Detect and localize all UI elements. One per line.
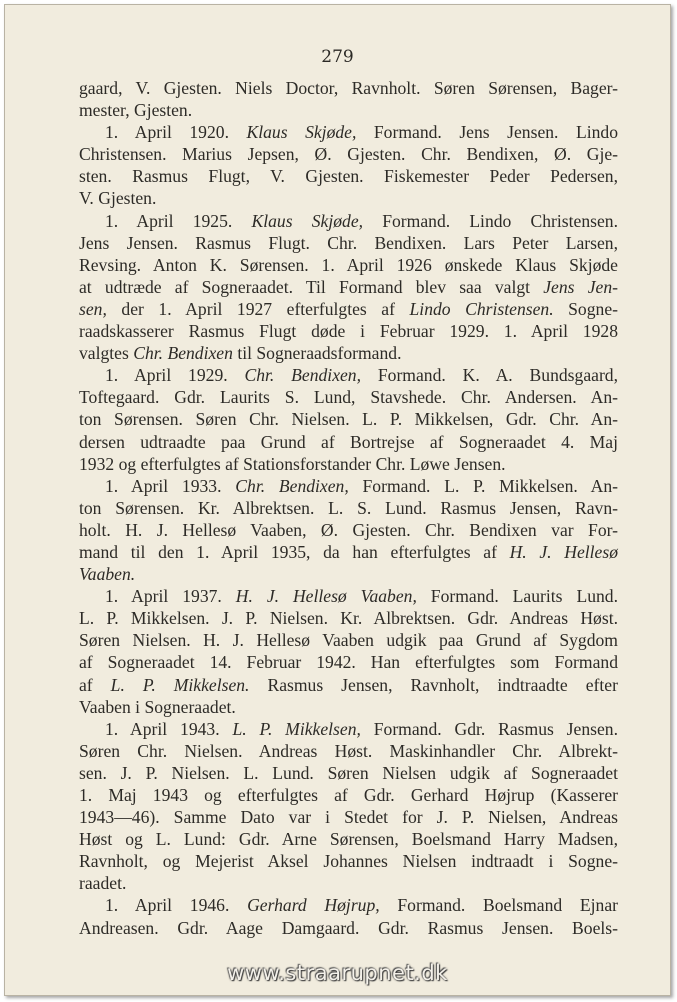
text-run: 1943—46). Samme Dato var i Stedet for J. P. Nielsen, Andreas <box>79 807 618 828</box>
page-body-text <box>79 77 618 939</box>
text-run: Sogne- <box>553 298 618 319</box>
text-run: Høst og L. Lund: Gdr. Arne Sørensen, Boelsmand Harry Madsen, <box>79 829 618 850</box>
text-run: V. Gjesten. <box>79 188 157 209</box>
text-line <box>79 806 618 828</box>
text-line <box>79 298 618 320</box>
text-line <box>79 121 618 143</box>
text-run: 1. April 1929. <box>105 365 245 386</box>
text-run: til Sogneraadsformand. <box>232 343 402 364</box>
text-run: Formand. Jens Jensen. Lindo <box>356 122 618 143</box>
text-line <box>79 872 618 894</box>
text-run: Formand. L. P. Mikkelsen. An- <box>348 475 618 496</box>
text-line <box>79 497 618 519</box>
text-run: af <box>79 674 111 695</box>
text-line <box>79 894 618 916</box>
text-run: Formand. Lindo Christensen. <box>363 210 618 231</box>
text-run: Toftegaard. Gdr. Laurits S. Lund, Stavshede. Chr. Andersen. An- <box>79 387 618 408</box>
text-line <box>79 386 618 408</box>
text-run: 1. April 1933. <box>105 475 236 496</box>
italic-name: Jens Jen- <box>543 276 618 297</box>
italic-name: Klaus Skjøde, <box>251 210 364 231</box>
text-line <box>79 607 618 629</box>
text-run: sten. Rasmus Flugt, V. Gjesten. Fiskemester Peder Pedersen, <box>79 166 618 187</box>
text-run: 1. April 1920. <box>105 122 247 143</box>
text-line <box>79 784 618 806</box>
text-line <box>79 342 618 364</box>
italic-name: Chr. Bendixen, <box>235 475 349 496</box>
text-line <box>79 453 618 475</box>
page-number: 279 <box>321 47 354 67</box>
text-line <box>79 519 618 541</box>
text-line <box>79 674 618 696</box>
text-line <box>79 718 618 740</box>
italic-name: sen, <box>79 298 107 319</box>
text-line <box>79 762 618 784</box>
text-run: gaard, V. Gjesten. Niels Doctor, Ravnholt. Søren Sørensen, Bager- <box>79 78 618 98</box>
text-run: Formand. Gdr. Rasmus Jensen. <box>360 718 618 739</box>
text-run: der 1. April 1927 efterfulgtes af <box>106 298 410 319</box>
text-line <box>79 210 618 232</box>
text-run: mand til den 1. April 1935, da han efterfulgtes af <box>79 541 510 562</box>
text-run: raadskasserer Rasmus Flugt døde i Februar 1929. 1. April 1928 <box>79 321 618 342</box>
text-line <box>79 629 618 651</box>
text-run: Formand. Laurits Lund. <box>416 586 618 607</box>
text-run: Søren Nielsen. H. J. Hellesø Vaaben udgik paa Grund af Sygdom <box>79 630 618 651</box>
italic-name: L. P. Mikkelsen, <box>232 718 361 739</box>
text-line <box>79 475 618 497</box>
text-run: at udtræde af Sogneraadet. Til Formand blev saa valgt <box>79 276 544 297</box>
text-line <box>79 364 618 386</box>
text-line <box>79 431 618 453</box>
text-run: mester, Gjesten. <box>79 100 193 121</box>
text-run: L. P. Mikkelsen. J. P. Nielsen. Kr. Albrektsen. Gdr. Andreas Høst. <box>79 608 618 629</box>
text-line <box>79 651 618 673</box>
italic-name: L. P. Mikkelsen. <box>110 674 250 695</box>
text-line <box>79 850 618 872</box>
text-run: holt. H. J. Hellesø Vaaben, Ø. Gjesten. Chr. Bendixen var For- <box>79 519 618 540</box>
italic-name: Lindo Christensen. <box>409 298 554 319</box>
text-line <box>79 276 618 298</box>
text-run: Rasmus Jensen, Ravnholt, indtraadte efter <box>249 674 618 695</box>
text-line <box>79 917 618 939</box>
text-run: ton Sørensen. Søren Chr. Nielsen. L. P. Mikkelsen, Gdr. Chr. An- <box>79 409 618 430</box>
italic-name: Vaaben. <box>79 564 136 585</box>
text-line <box>79 232 618 254</box>
watermark: www.straarupnet.dk <box>227 961 448 985</box>
italic-name: Klaus Skjøde, <box>246 122 357 143</box>
text-run: 1932 og efterfulgtes af Stationsforstander Chr. Løwe Jensen. <box>79 453 506 474</box>
text-line <box>79 99 618 121</box>
text-run: ton Sørensen. Kr. Albrektsen. L. S. Lund. Rasmus Jensen, Ravn- <box>79 497 618 518</box>
text-run: sen. J. P. Nielsen. L. Lund. Søren Nielsen udgik af Sogneraadet <box>79 762 618 783</box>
text-line <box>79 408 618 430</box>
text-run: Formand. K. A. Bundsgaard, <box>361 365 618 386</box>
text-run: raadet. <box>79 873 127 894</box>
text-line <box>79 320 618 342</box>
text-line <box>79 585 618 607</box>
text-run: Andreasen. Gdr. Aage Damgaard. Gdr. Rasmus Jensen. Boels- <box>79 917 618 938</box>
text-run: valgtes <box>79 343 134 364</box>
text-run: 1. Maj 1943 og efterfulgtes af Gdr. Gerhard Højrup (Kasserer <box>79 785 618 805</box>
text-run: 1. April 1946. <box>105 895 248 916</box>
text-line <box>79 165 618 187</box>
text-line <box>79 187 618 209</box>
text-line <box>79 254 618 276</box>
text-run: Vaaben i Sogneraadet. <box>79 696 236 717</box>
text-line <box>79 740 618 762</box>
text-run: 1. April 1943. <box>105 718 233 739</box>
scanned-page <box>4 4 671 996</box>
text-run: Christensen. Marius Jepsen, Ø. Gjesten. Chr. Bendixen, Ø. Gje- <box>79 144 618 165</box>
text-run: Jens Jensen. Rasmus Flugt. Chr. Bendixen. Lars Peter Larsen, <box>79 232 618 253</box>
italic-name: H. J. Hellesø Vaaben, <box>235 586 417 607</box>
text-run: Formand. Boelsmand Ejnar <box>379 895 618 916</box>
text-line <box>79 143 618 165</box>
italic-name: Chr. Bendixen, <box>244 365 362 386</box>
italic-name: Chr. Bendixen <box>133 343 233 364</box>
text-run: af Sogneraadet 14. Februar 1942. Han efterfulgtes som Formand <box>79 652 618 673</box>
italic-name: Gerhard Højrup, <box>247 895 380 916</box>
text-run: 1. April 1937. <box>105 586 236 607</box>
text-line <box>79 696 618 718</box>
text-line <box>79 828 618 850</box>
text-line <box>79 541 618 563</box>
text-run: Revsing. Anton K. Sørensen. 1. April 1926 ønskede Klaus Skjøde <box>79 254 618 275</box>
text-run: 1. April 1925. <box>105 210 252 231</box>
italic-name: H. J. Hellesø <box>509 541 618 562</box>
text-run: Søren Chr. Nielsen. Andreas Høst. Maskinhandler Chr. Albrekt- <box>79 740 618 761</box>
text-run: dersen udtraadte paa Grund af Bortrejse af Sogneraadet 4. Maj <box>79 431 618 452</box>
text-run: Ravnholt, og Mejerist Aksel Johannes Nielsen indtraadt i Sogne- <box>79 851 618 872</box>
text-line <box>79 563 618 585</box>
text-line <box>79 77 618 99</box>
